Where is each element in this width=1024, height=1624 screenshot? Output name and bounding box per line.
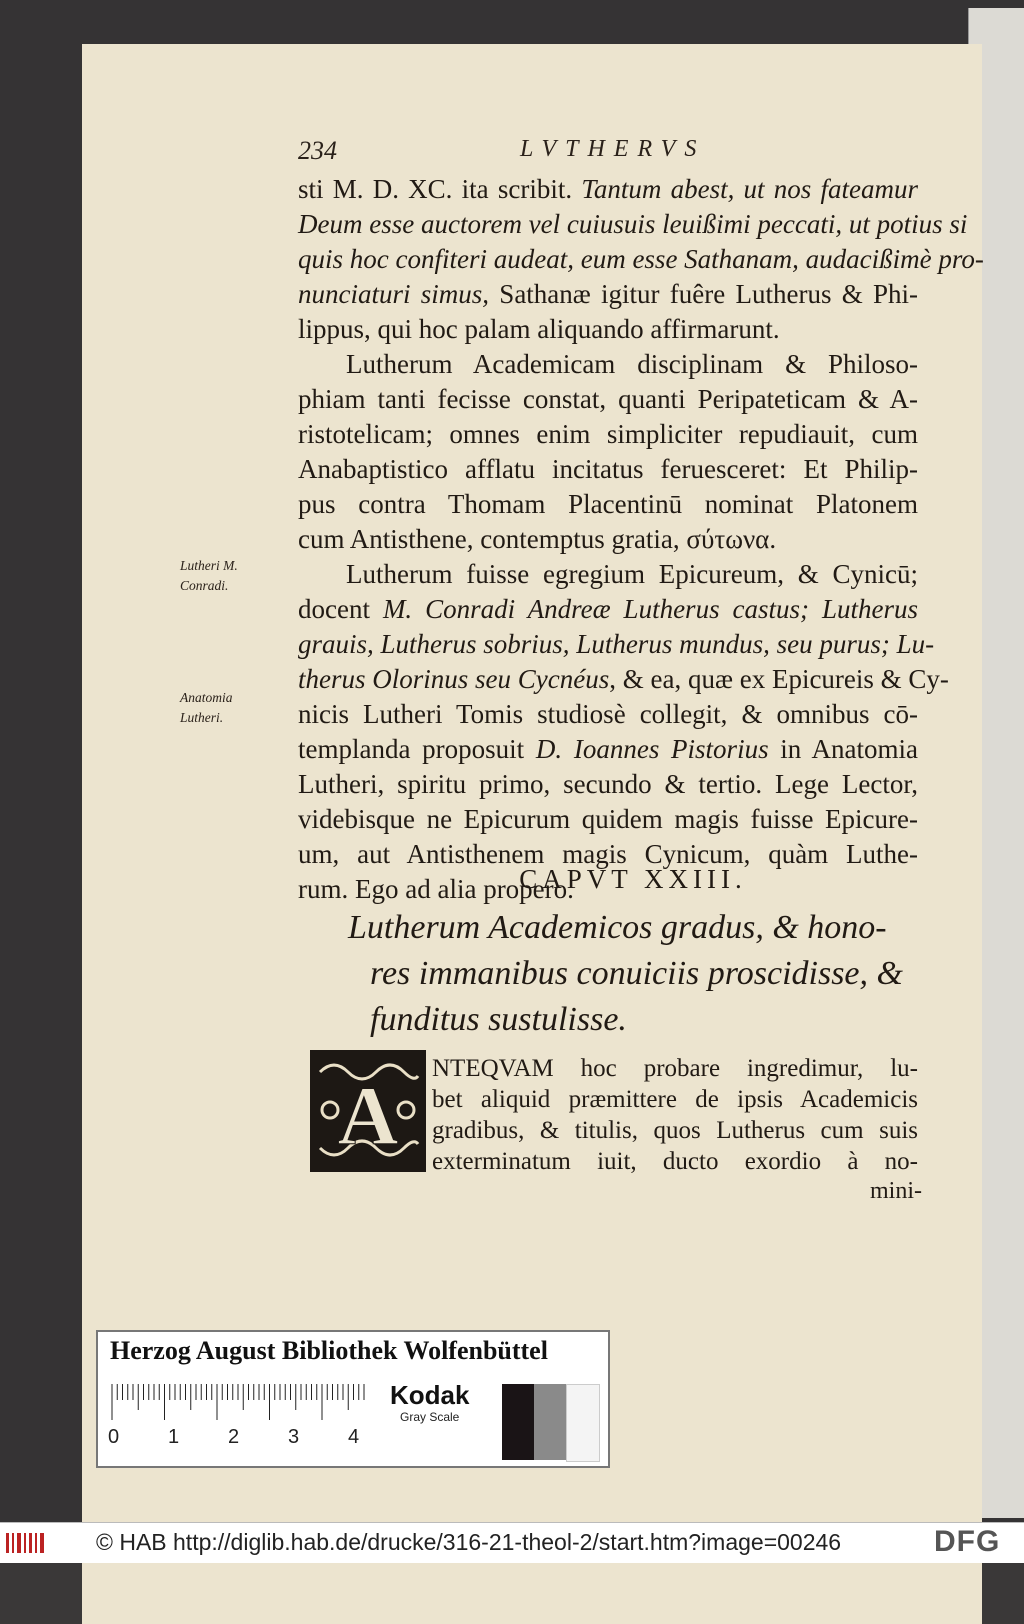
body-line: templanda proposuit D. Ioannes Pistorius in Anatomia [298,734,918,764]
ruler-number: 1 [168,1426,180,1448]
gray-patch-dark [502,1384,534,1460]
body-line: Lutherum fuisse egregium Epicureum, & Cynicū; [346,559,918,589]
gray-patch-mid [534,1384,566,1460]
body-line: ristotelicam; omnes enim simpliciter repudiauit, cum [298,419,918,449]
body-line: quis hoc confiteri audeat, eum esse Sathanam, audacißimè pro- [298,244,984,274]
svg-text:A: A [337,1070,399,1163]
body-line: grauis, Lutherus sobrius, Lutherus mundus, seu purus; Lu- [298,629,935,659]
margin-note: Lutheri M. Conradi. [180,558,238,593]
chapter-title: CAPVT XXIII. [519,864,747,894]
footer-bar [0,1522,1024,1563]
body-line: docent M. Conradi Andreæ Lutherus castus; Lutherus [298,594,918,624]
decorated-initial [310,1050,426,1172]
kodak-logo: Kodak [390,1380,470,1410]
ornament-icon [312,1052,424,1170]
body-line: videbisque ne Epicurum quidem magis fuisse Epicure- [298,804,918,834]
body-line: lippus, qui hoc palam aliquando affirmarunt. [298,314,780,344]
page-number: 234 [298,136,337,165]
ruler-number: 4 [348,1426,360,1448]
ruler-icon [108,1380,378,1428]
body-line: Lutherum Academicam disciplinam & Philoso- [346,349,918,379]
body-line: exterminatum iuit, ducto exordio à no- [432,1148,918,1175]
body-line: cum Antisthene, contemptus gratia, σύτωνα. [298,524,777,554]
chapter-subtitle-line: res immanibus conuiciis proscidisse, & [370,955,903,992]
body-line: therus Olorinus seu Cycnéus, & ea, quæ ex Epicureis & Cy- [298,664,949,694]
gray-scale-label: Gray Scale [400,1410,460,1424]
body-line: Deum esse auctorem vel cuiusuis leuißimi peccati, ut potius si [298,209,968,239]
color-calibration-chart [96,1330,610,1468]
body-line: sti M. D. XC. ita scribit. Tantum abest, ut nos fateamur [298,174,918,204]
library-name: Herzog August Bibliothek Wolfenbüttel [110,1336,548,1365]
dfg-logo: DFG [934,1525,1001,1558]
body-line: Lutheri, spiritu primo, secundo & tertio. Lege Lector, [298,769,918,799]
running-head: LVTHERVS [520,136,706,162]
margin-note: Anatomia Lutheri. [180,690,233,725]
gray-patch-light [566,1384,600,1462]
chapter-subtitle-line: Lutherum Academicos gradus, & hono- [348,909,887,946]
body-line: gradibus, & titulis, quos Lutherus cum suis [432,1117,918,1144]
ruler-number: 3 [288,1426,300,1448]
body-line: rum. Ego ad alia propero. [298,874,574,904]
body-line: nunciaturi simus, Sathanæ igitur fuêre Lutherus & Phi- [298,279,919,309]
ruler-number: 0 [108,1426,120,1448]
catchword: mini- [870,1178,922,1204]
chapter-subtitle-line: funditus sustulisse. [370,1001,627,1038]
body-line: nicis Lutheri Tomis studiosè collegit, & omnibus cō- [298,699,918,729]
barcode-icon [6,1531,86,1555]
body-line: Anabaptistico afflatu incitatus feruesceret: Et Philip- [298,454,918,484]
body-line: phiam tanti fecisse constat, quanti Peripateticam & A- [298,384,918,414]
footer-credit-link[interactable]: © HAB http://diglib.hab.de/drucke/316-21-theol-2/start.htm?image=00246 [96,1529,842,1555]
body-line: pus contra Thomam Placentinū nominat Platonem [298,489,918,519]
body-line: um, aut Antisthenem magis Cynicum, quàm Luthe- [298,839,918,869]
body-line: bet aliquid præmittere de ipsis Academicis [432,1086,918,1113]
body-line: NTEQVAM hoc probare ingredimur, lu- [432,1055,918,1082]
ruler-number: 2 [228,1426,240,1448]
